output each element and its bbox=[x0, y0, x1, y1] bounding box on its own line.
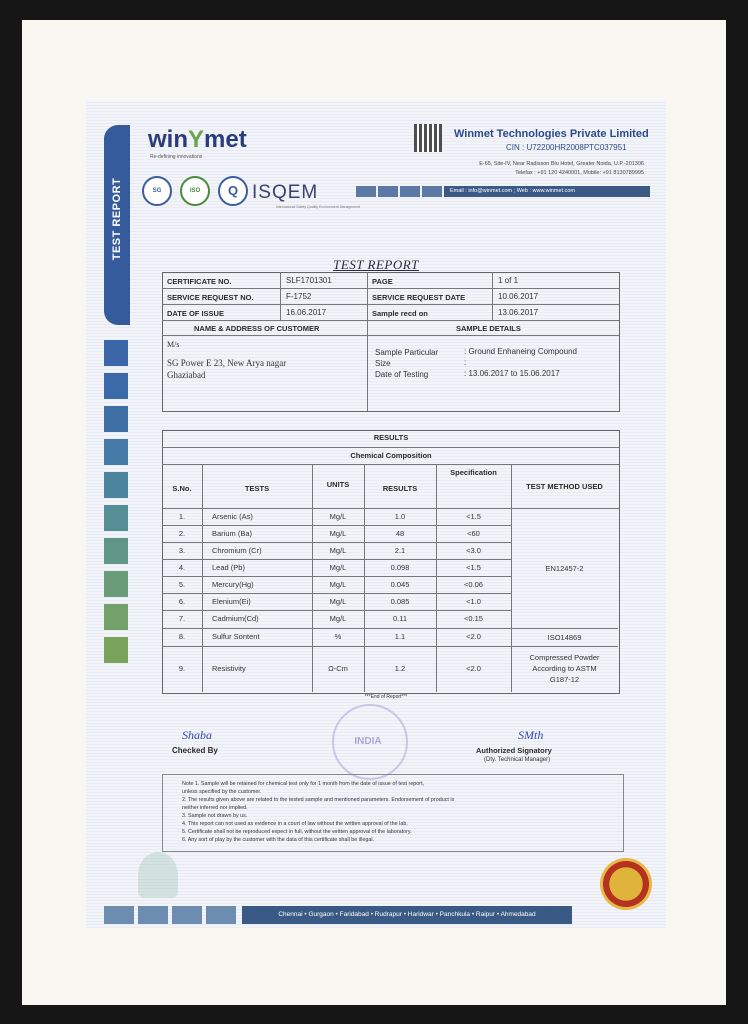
color-square bbox=[104, 406, 128, 432]
test-report-sheet bbox=[86, 100, 666, 928]
iso-cert-badge: ISO bbox=[180, 176, 210, 206]
sg-cert-badge: SG bbox=[142, 176, 172, 206]
result-cell: Lead (Pb) bbox=[212, 562, 245, 572]
customer-line1: M/s bbox=[167, 340, 180, 349]
footer-square bbox=[206, 906, 236, 924]
date-of-testing: : 13.06.2017 to 15.06.2017 bbox=[464, 369, 560, 378]
row-divider bbox=[162, 593, 511, 594]
customer-line3: Ghaziabad bbox=[167, 370, 206, 380]
result-cell: 7. bbox=[178, 614, 186, 623]
result-cell: 1.2 bbox=[394, 664, 406, 673]
result-cell: Mg/L bbox=[329, 614, 347, 623]
tree-logo-icon bbox=[138, 852, 178, 898]
stamp-text: INDIA bbox=[354, 736, 382, 747]
notes: Note 1. Sample will be retained for chemical test only for 1 month from the date of issue of test report, unless specified by the customer. 2. The results given above are related to the tested sample and mentioned parameters. Endorsement of product is neither inferred nor implied. 3. Sample not drawn by us. 4. This report can not used as evidence in a court of law without the written approval of the lab. 5. Certificate shall not be reproduced expect in full, without the written approval of the laboratory. 6. Any sort of play by the customer with the data of this certificate shall be illegal. bbox=[182, 781, 455, 843]
result-cell: Mercury(Hg) bbox=[212, 579, 254, 589]
result-cell: 9. bbox=[178, 664, 186, 673]
report-title: TEST REPORT bbox=[333, 257, 419, 272]
company-name: Winmet Technologies Private Limited bbox=[454, 128, 649, 140]
isqem-subtitle: International Safety Quality Environment Management bbox=[276, 205, 361, 209]
customer-heading: NAME & ADDRESS OF CUSTOMER bbox=[194, 324, 320, 333]
result-cell: <1.5 bbox=[466, 511, 481, 521]
color-square bbox=[104, 538, 128, 564]
color-square bbox=[104, 373, 128, 399]
certificate-no-label: CERTIFICATE NO. bbox=[167, 277, 232, 286]
date-of-issue-label: DATE OF ISSUE bbox=[167, 309, 224, 318]
date-of-issue: 16.06.2017 bbox=[286, 308, 327, 317]
result-cell: Chromium (Cr) bbox=[212, 545, 262, 555]
result-cell: <60 bbox=[467, 528, 480, 538]
sample-recd-label: Sample recd on bbox=[372, 309, 428, 318]
sample-particular: : Ground Enhaneing Compound bbox=[464, 347, 577, 356]
method-compressed-3: G187-12 bbox=[549, 675, 580, 684]
result-cell: 48 bbox=[395, 528, 405, 538]
date-of-testing-label: Date of Testing bbox=[375, 370, 429, 379]
gold-seal-icon bbox=[600, 858, 652, 910]
service-request-date: 10.06.2017 bbox=[498, 292, 539, 301]
result-cell: <2.0 bbox=[466, 664, 481, 673]
service-request-no: F-1752 bbox=[286, 292, 312, 301]
color-square bbox=[104, 340, 128, 366]
result-cell: Cadmium(Cd) bbox=[212, 614, 259, 623]
result-cell: 5. bbox=[178, 579, 186, 589]
page-label: PAGE bbox=[372, 277, 393, 286]
color-square bbox=[104, 472, 128, 498]
sample-particular-label: Sample Particular bbox=[375, 348, 439, 357]
result-cell: 1.1 bbox=[394, 632, 406, 641]
result-cell: Mg/L bbox=[329, 562, 347, 572]
results-heading: RESULTS bbox=[373, 433, 409, 442]
company-cin: CIN : U72200HR2008PTC037951 bbox=[506, 143, 627, 152]
result-cell: 0.11 bbox=[392, 614, 408, 623]
result-cell: % bbox=[334, 632, 342, 641]
result-cell: Mg/L bbox=[329, 511, 347, 521]
result-cell: 2. bbox=[178, 528, 186, 538]
result-cell: <3.0 bbox=[466, 545, 481, 555]
color-square bbox=[104, 505, 128, 531]
certificate-no: SLF1701301 bbox=[286, 276, 332, 285]
checked-by-label: Checked By bbox=[172, 746, 218, 755]
result-cell: Elenium(Ei) bbox=[212, 596, 251, 606]
col-sno: S.No. bbox=[172, 484, 192, 493]
result-cell: Sulfur Sontent bbox=[212, 632, 260, 641]
result-cell: <0.15 bbox=[464, 614, 483, 623]
end-of-report: ***End of Report*** bbox=[364, 694, 408, 700]
col-results: RESULTS bbox=[382, 484, 418, 493]
authorized-signatory-label: Authorized Signatory bbox=[476, 746, 552, 755]
result-cell: Mg/L bbox=[329, 528, 347, 538]
isqem-logo: ISQEM bbox=[252, 182, 319, 203]
sample-recd: 13.06.2017 bbox=[498, 308, 539, 317]
page-value: 1 of 1 bbox=[498, 276, 519, 285]
col-test-method: TEST METHOD USED bbox=[526, 482, 603, 491]
result-cell: 4. bbox=[178, 562, 186, 572]
method-en12457: EN12457-2 bbox=[545, 564, 584, 573]
service-request-no-label: SERVICE REQUEST NO. bbox=[167, 293, 254, 302]
result-cell: Mg/L bbox=[329, 596, 347, 606]
result-cell: 0.045 bbox=[390, 579, 410, 589]
result-cell: 3. bbox=[178, 545, 186, 555]
checked-signature: Shaba bbox=[182, 728, 212, 742]
footer-square bbox=[138, 906, 168, 924]
company-address: E-65, Site-IV, Near Radisson Blu Hotel, Greater Noida, U.P.-201306 Telefax : +91 120 4240001, Mobile: +91 8130789995 bbox=[479, 161, 644, 176]
qci-cert-badge: Q bbox=[218, 176, 248, 206]
footer-cities: Chennai • Gurgaon • Faridabad • Rudrapur • Haridwar • Panchkula • Raipur • Ahmedabad bbox=[242, 906, 572, 924]
method-iso14869: ISO14869 bbox=[547, 633, 582, 642]
col-tests: TESTS bbox=[244, 484, 270, 493]
authorized-signature: SMth bbox=[518, 728, 544, 742]
sidebar-label: TEST REPORT bbox=[111, 177, 123, 261]
sample-size-label: Size bbox=[375, 359, 391, 368]
result-cell: Ω-Cm bbox=[328, 664, 348, 673]
chemical-composition-heading: Chemical Composition bbox=[350, 451, 432, 460]
method-compressed-2: According to ASTM bbox=[532, 664, 597, 673]
color-square bbox=[104, 637, 128, 663]
row-divider bbox=[162, 542, 511, 543]
result-cell: <0.06 bbox=[464, 579, 483, 589]
result-cell: Mg/L bbox=[329, 545, 347, 555]
result-cell: Barium (Ba) bbox=[212, 528, 253, 538]
result-cell: <2.0 bbox=[466, 632, 481, 641]
result-cell: Arsenic (As) bbox=[212, 511, 253, 521]
row-divider bbox=[162, 559, 511, 560]
col-units: UNITS bbox=[326, 480, 350, 489]
winmet-logo: winYmet bbox=[148, 126, 247, 153]
row-divider bbox=[162, 576, 511, 577]
designation: (Dty. Technical Manager) bbox=[484, 757, 551, 763]
logo-tagline: Re-defining innovations bbox=[150, 154, 203, 160]
sidebar-banner bbox=[104, 125, 130, 325]
result-cell: 0.085 bbox=[390, 596, 410, 606]
qr-code-icon bbox=[414, 124, 442, 152]
footer-square bbox=[172, 906, 202, 924]
row-divider bbox=[162, 508, 511, 509]
result-cell: 1. bbox=[178, 511, 186, 521]
sample-size: : bbox=[464, 358, 467, 367]
sample-heading: SAMPLE DETAILS bbox=[456, 324, 521, 333]
footer-square bbox=[104, 906, 134, 924]
row-divider bbox=[162, 525, 511, 526]
col-specification: Specification bbox=[450, 468, 497, 477]
result-cell: 1.0 bbox=[394, 511, 406, 521]
color-square bbox=[104, 604, 128, 630]
color-square bbox=[104, 571, 128, 597]
result-cell: 8. bbox=[178, 632, 186, 641]
result-cell: 2.1 bbox=[394, 545, 406, 555]
result-cell: <1.5 bbox=[466, 562, 481, 572]
row-divider bbox=[162, 628, 511, 629]
row-divider bbox=[162, 610, 511, 611]
customer-line2: SG Power E 23, New Arya nagar bbox=[167, 358, 287, 368]
row-divider bbox=[162, 646, 511, 647]
result-cell: Mg/L bbox=[329, 579, 347, 589]
result-cell: 0.098 bbox=[390, 562, 410, 572]
result-cell: Resistivity bbox=[212, 664, 246, 673]
contact-bar: Email : info@winmet.com ; Web : www.winmet.com bbox=[356, 186, 664, 197]
result-cell: <1.0 bbox=[466, 596, 481, 606]
result-cell: 6. bbox=[178, 596, 186, 606]
service-request-date-label: SERVICE REQUEST DATE bbox=[372, 293, 466, 302]
method-compressed-1: Compressed Powder bbox=[529, 653, 600, 662]
